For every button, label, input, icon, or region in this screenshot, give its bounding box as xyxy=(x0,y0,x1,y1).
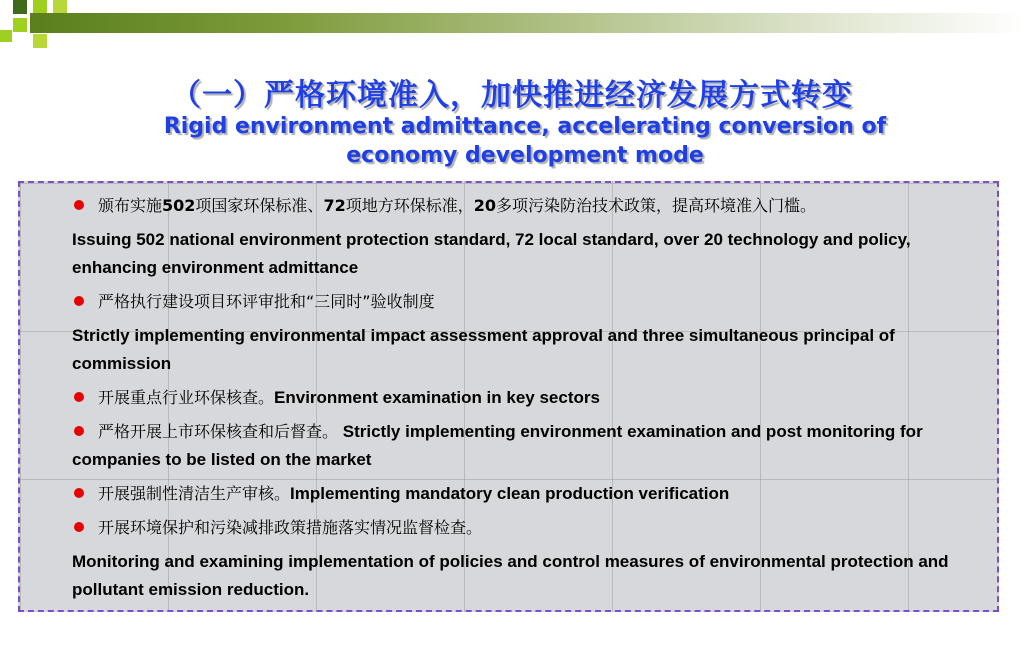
decor-square xyxy=(33,34,47,48)
item-english-text: Strictly implementing environment examination and post monitoring for companies to be listed on the market xyxy=(72,422,923,469)
decor-square xyxy=(33,0,47,14)
item-chinese-text: 开展强制性清洁生产审核。 xyxy=(98,484,291,503)
item-chinese-text: 严格执行建设项目环评审批和“三同时”验收制度 xyxy=(98,292,435,311)
decor-square xyxy=(13,18,27,32)
slide-title-chinese: （一）严格环境准入，加快推进经济发展方式转变 xyxy=(171,78,853,113)
item-chinese-text: 开展重点行业环保核查。 xyxy=(98,388,275,407)
text-segment: 多项污染防治技术政策，提高环境准入门槛。 xyxy=(495,196,816,215)
bullet-item-cn xyxy=(72,189,990,223)
text-segment: 项国家环保标准、 xyxy=(195,196,324,215)
number-segment: 502 xyxy=(162,196,196,215)
item-english-text: Strictly implementing environmental impact assessment approval and three simultaneous principal of commission xyxy=(72,326,895,373)
bullet-item-inline xyxy=(72,381,990,415)
bullet-dot-icon xyxy=(74,426,84,436)
bullet-item-inline xyxy=(72,415,990,477)
bullet-dot-icon xyxy=(74,200,84,210)
header-gradient-bar xyxy=(30,13,1024,33)
number-segment: 72 xyxy=(323,196,346,215)
text-segment: 项地方环保标准， xyxy=(345,196,474,215)
decor-square xyxy=(13,0,27,14)
item-english-text: Issuing 502 national environment protection standard, 72 local standard, over 20 technology and policy, enhancing environment admittance xyxy=(72,230,911,277)
bullet-dot-icon xyxy=(74,488,84,498)
slide-title-english: Rigid environment admittance, accelerating conversion of economy development mode xyxy=(163,114,887,168)
bullet-list xyxy=(72,189,990,607)
item-chinese-text: 开展环境保护和污染减排政策措施落实情况监督检查。 xyxy=(98,518,483,537)
item-english-text: Monitoring and examining implementation of policies and control measures of environmental protection and pollutant emission reduction. xyxy=(72,552,949,599)
decor-square xyxy=(53,0,67,14)
bullet-dot-icon xyxy=(74,392,84,402)
number-segment: 20 xyxy=(473,196,496,215)
item-chinese-text: 严格开展上市环保核查和后督查。 xyxy=(98,422,339,441)
bullet-dot-icon xyxy=(74,296,84,306)
content-panel xyxy=(18,181,999,612)
text-segment: 颁布实施 xyxy=(98,196,163,215)
decor-square xyxy=(0,30,12,42)
bullet-item-cn xyxy=(72,511,990,545)
bullet-item-inline xyxy=(72,477,990,511)
bullet-item-cn xyxy=(72,285,990,319)
bullet-dot-icon xyxy=(74,522,84,532)
item-english-text: Implementing mandatory clean production verification xyxy=(290,484,730,503)
item-english-text: Environment examination in key sectors xyxy=(274,388,600,407)
